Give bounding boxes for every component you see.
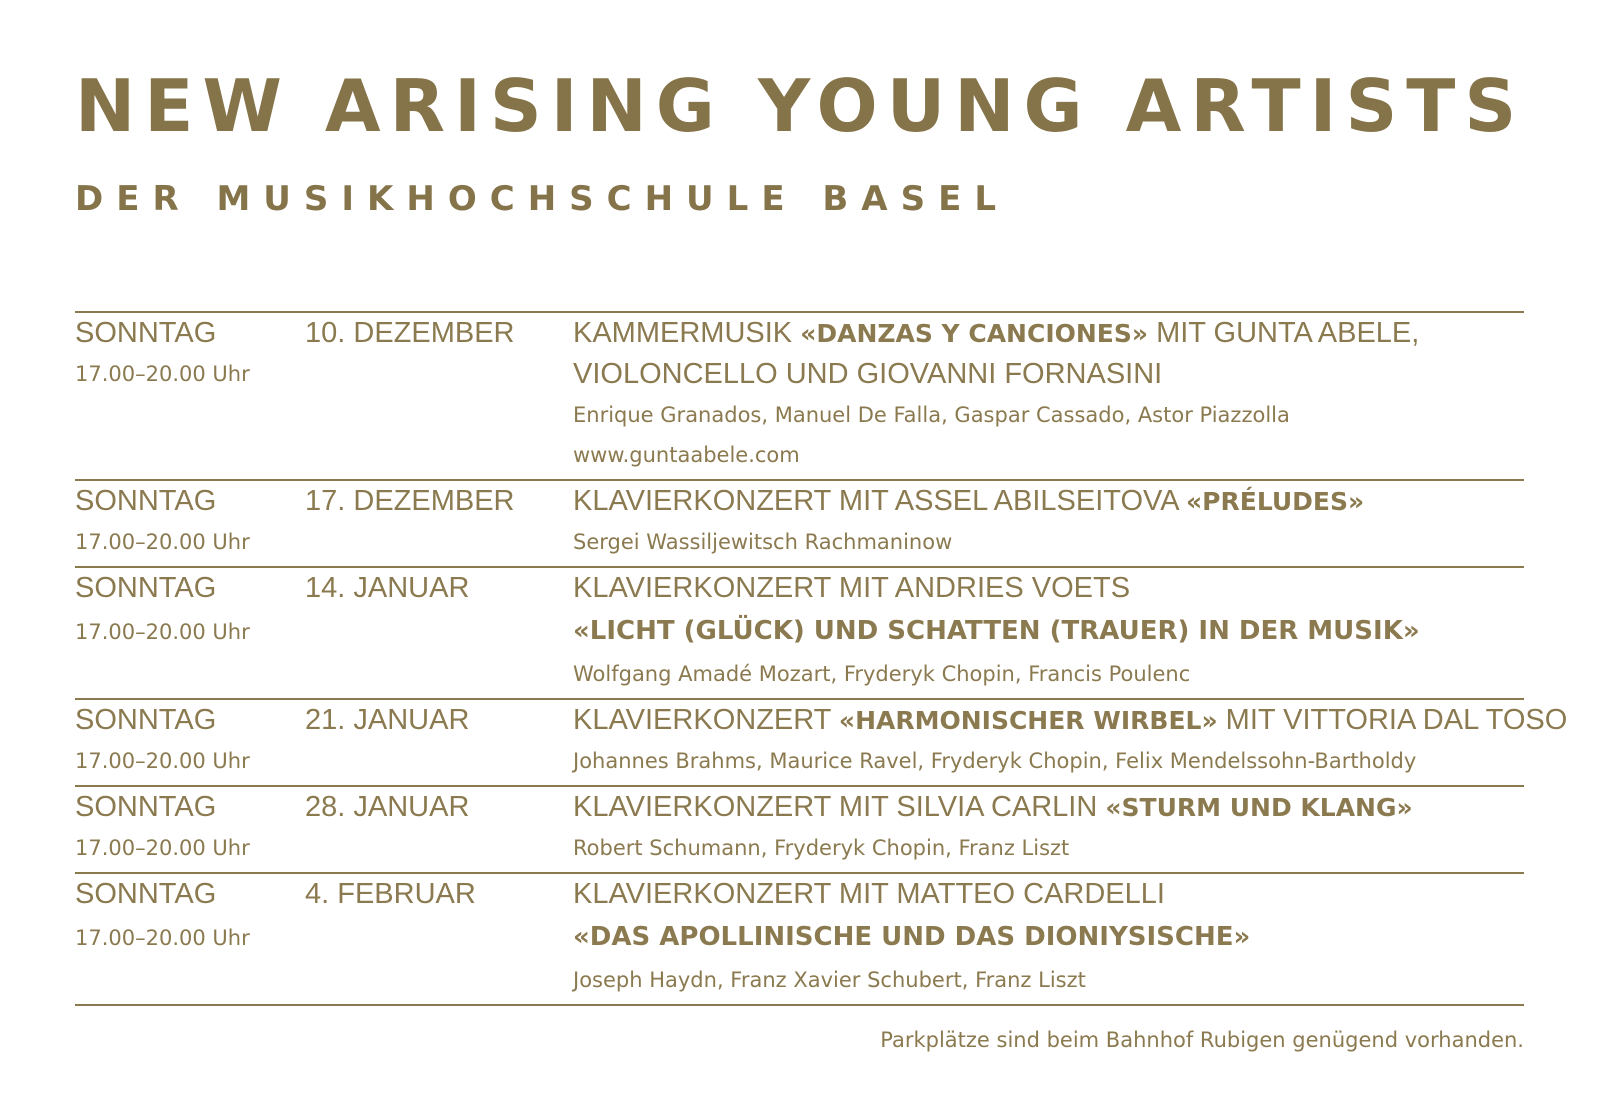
event-title xyxy=(573,787,1524,828)
event-time: 17.00–20.00 Uhr xyxy=(75,836,250,860)
event-title-bold: «HARMONISCHER WIRBEL» xyxy=(838,706,1218,735)
event-day: SONNTAG xyxy=(75,485,217,517)
event-day-column xyxy=(75,787,305,869)
event-title-bold: «DANZAS Y CANCIONES» xyxy=(800,319,1149,348)
event-date-column xyxy=(305,874,565,915)
event-day: SONNTAG xyxy=(75,704,217,736)
event-composers: Johannes Brahms, Maurice Ravel, Fryderyk Chopin, Felix Mendelssohn-Bartholdy xyxy=(573,749,1417,773)
event-day: SONNTAG xyxy=(75,878,217,910)
event-title-pre: KLAVIERKONZERT xyxy=(573,704,839,736)
event-row xyxy=(75,313,1524,481)
event-website-link[interactable]: www.guntaabele.com xyxy=(573,443,800,467)
parking-note: Parkplätze sind beim Bahnhof Rubigen genügend vorhanden. xyxy=(880,1028,1524,1052)
event-title xyxy=(573,313,1524,354)
event-title-bold: «STURM UND KLANG» xyxy=(1105,793,1413,822)
event-row xyxy=(75,787,1524,874)
event-composers: Sergei Wassiljewitsch Rachmaninow xyxy=(573,530,953,554)
event-title-post: MIT VITTORIA DAL TOSO xyxy=(1217,704,1568,736)
event-day: SONNTAG xyxy=(75,572,217,604)
event-day-column xyxy=(75,313,305,395)
event-title: KLAVIERKONZERT MIT ANDRIES VOETS xyxy=(573,572,1131,604)
event-title-post: MIT GUNTA ABELE, xyxy=(1148,317,1420,349)
event-date-column xyxy=(305,787,565,828)
event-details xyxy=(573,481,1524,566)
event-title-pre: KLAVIERKONZERT MIT SILVIA CARLIN xyxy=(573,791,1106,823)
event-date-column xyxy=(305,700,565,741)
event-composers: Enrique Granados, Manuel De Falla, Gaspar Cassado, Astor Piazzolla xyxy=(573,403,1290,427)
event-details xyxy=(573,787,1524,872)
event-composers: Robert Schumann, Fryderyk Chopin, Franz Liszt xyxy=(573,836,1070,860)
event-day-column xyxy=(75,700,305,782)
event-date: 10. DEZEMBER xyxy=(305,317,515,349)
event-time: 17.00–20.00 Uhr xyxy=(75,362,250,386)
event-day-column xyxy=(75,874,305,962)
event-date: 14. JANUAR xyxy=(305,572,470,604)
event-composers: Wolfgang Amadé Mozart, Fryderyk Chopin, Francis Poulenc xyxy=(573,662,1191,686)
page-title: NEW ARISING YOUNG ARTISTS xyxy=(75,64,1526,148)
event-date-column xyxy=(305,313,565,354)
event-day-column xyxy=(75,481,305,563)
event-title-bold-line: «DAS APOLLINISCHE UND DAS DIONIYSISCHE» xyxy=(573,922,1251,952)
event-date: 17. DEZEMBER xyxy=(305,485,515,517)
event-details xyxy=(573,313,1524,479)
event-date: 4. FEBRUAR xyxy=(305,878,476,910)
event-details xyxy=(573,568,1524,698)
event-time: 17.00–20.00 Uhr xyxy=(75,926,250,950)
event-day: SONNTAG xyxy=(75,791,217,823)
event-title xyxy=(573,481,1524,522)
event-day-column xyxy=(75,568,305,656)
event-date-column xyxy=(305,481,565,522)
event-date: 28. JANUAR xyxy=(305,791,470,823)
event-date-column xyxy=(305,568,565,609)
event-date: 21. JANUAR xyxy=(305,704,470,736)
event-title: KLAVIERKONZERT MIT MATTEO CARDELLI xyxy=(573,878,1165,910)
event-details xyxy=(573,874,1524,1004)
event-title-pre: KLAVIERKONZERT MIT ASSEL ABILSEITOVA xyxy=(573,485,1187,517)
event-title-bold-line: «LICHT (GLÜCK) UND SCHATTEN (TRAUER) IN DER MUSIK» xyxy=(573,616,1420,646)
event-time: 17.00–20.00 Uhr xyxy=(75,530,250,554)
page-subtitle: DER MUSIKHOCHSCHULE BASEL xyxy=(75,179,1009,219)
event-time: 17.00–20.00 Uhr xyxy=(75,620,250,644)
event-title-line2: VIOLONCELLO UND GIOVANNI FORNASINI xyxy=(573,358,1163,390)
event-day: SONNTAG xyxy=(75,317,217,349)
event-row xyxy=(75,700,1568,787)
event-title-bold: «PRÉLUDES» xyxy=(1186,487,1365,516)
event-composers: Joseph Haydn, Franz Xavier Schubert, Franz Liszt xyxy=(573,968,1086,992)
concert-schedule xyxy=(75,311,1568,1006)
event-row xyxy=(75,481,1524,568)
event-time: 17.00–20.00 Uhr xyxy=(75,749,250,773)
event-details xyxy=(573,700,1568,785)
event-title-pre: KAMMERMUSIK xyxy=(573,317,801,349)
event-row xyxy=(75,568,1524,700)
event-title xyxy=(573,700,1568,741)
event-row xyxy=(75,874,1524,1006)
